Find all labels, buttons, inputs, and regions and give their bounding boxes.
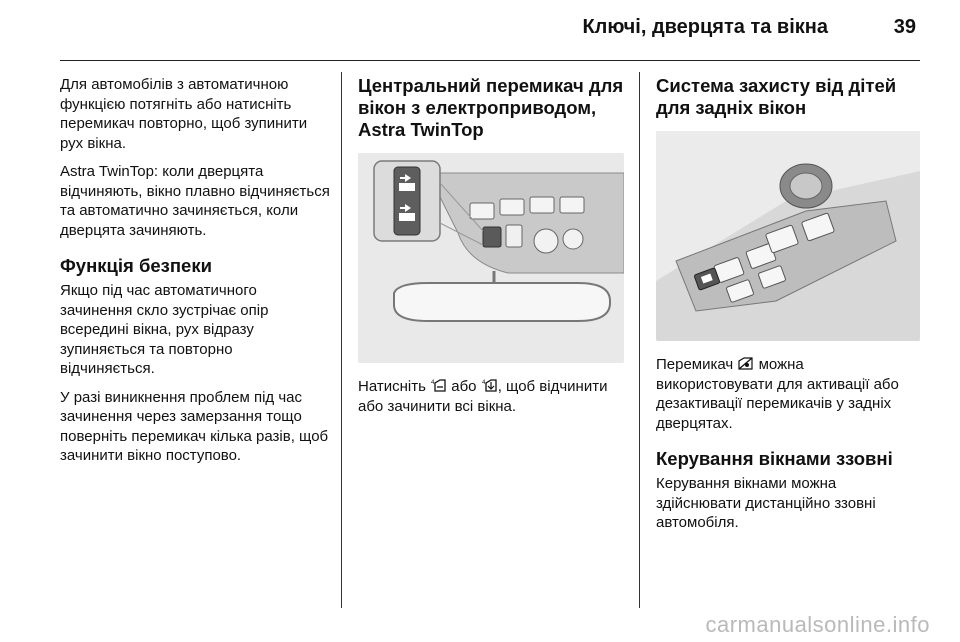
section-title-safety: Функція безпеки <box>60 255 212 276</box>
section-title-central-switch: Центральний перемикач для вікон з електроприводом, Astra TwinTop <box>358 75 624 140</box>
child-lock-pre: Перемикач <box>656 356 734 373</box>
column-3 <box>656 75 922 542</box>
paragraph-frost: У разі виникнення проблем під час зачинення через замерзання тощо поверніть перемикач кілька разів, щоб зачинити вікно поступово. <box>60 388 329 464</box>
section-title-child-lock: Система захисту від дітей для задніх вікон <box>656 75 897 118</box>
caption-post: , щоб відчинити або зачинити всі вікна. <box>358 378 608 415</box>
svg-text:4: 4 <box>481 380 486 386</box>
child-lock-icon <box>738 357 753 370</box>
svg-text:4: 4 <box>431 380 435 386</box>
figure-central-switch <box>358 153 624 363</box>
caption-pre: Натисніть <box>358 378 426 395</box>
child-lock-post: можна використовувати для активації або дезактивації перемикачів у задніх дверцятах. <box>656 356 899 432</box>
section-title-remote: Керування вікнами ззовні <box>656 448 893 469</box>
paragraph-auto-function: Для автомобілів з автоматичною функцією потягніть або натисніть перемикач повторно, щоб зупинити рух вікна. <box>60 76 308 152</box>
column-divider-1 <box>341 72 342 608</box>
window-open-icon <box>431 379 446 392</box>
figure-door-switches <box>656 131 920 341</box>
column-2 <box>358 75 628 425</box>
door-panel-illustration <box>656 131 920 341</box>
column-1 <box>60 75 330 475</box>
header-rule <box>60 60 920 61</box>
caption-central-switch <box>358 377 628 416</box>
overhead-console-illustration <box>358 153 624 363</box>
page-number: 39 <box>893 16 916 38</box>
paragraph-twintop: Astra TwinTop: коли дверцята відчиняють, вікно плавно відчиняється та автоматично зачиняється, коли дверцята зачиняють. <box>60 163 330 239</box>
watermark-text: carmanualsonline.info <box>705 612 930 637</box>
paragraph-remote: Керування вікнами можна здійснювати дистанційно ззовні автомобіля. <box>656 475 876 531</box>
page-title: Ключі, дверцята та вікна <box>582 16 828 38</box>
page-header <box>60 14 920 46</box>
caption-mid: або <box>451 378 477 395</box>
paragraph-child-lock <box>656 355 922 433</box>
paragraph-safety: Якщо під час автоматичного зачинення скло зустрічає опір всередині вікна, рух відразу зупиняється та повторно відчиняється. <box>60 282 269 377</box>
window-close-icon <box>482 379 497 392</box>
column-divider-2 <box>639 72 640 608</box>
